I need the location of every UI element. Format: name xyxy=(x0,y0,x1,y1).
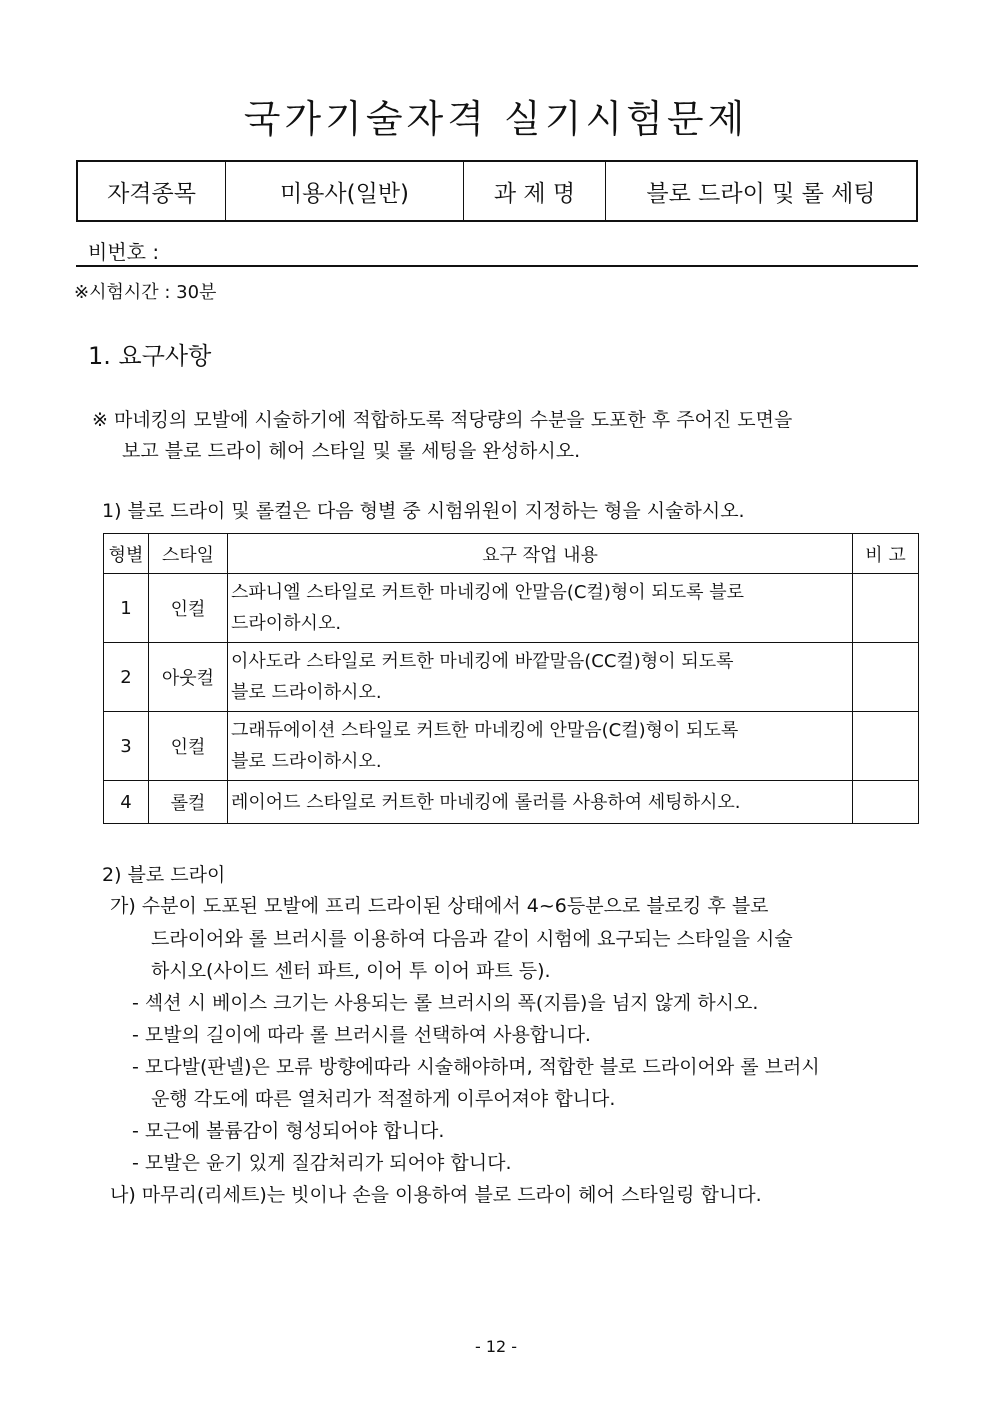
item2-bullet-4: - 모근에 볼륨감이 형성되어야 합니다. xyxy=(132,1120,445,1142)
secret-number-label: 비번호 : xyxy=(88,240,160,264)
requirements-table xyxy=(103,533,919,824)
row-note xyxy=(853,574,919,643)
document-title: 국가기술자격 실기시험문제 xyxy=(243,97,749,141)
row-note xyxy=(853,781,919,824)
item2-bullet-5: - 모발은 윤기 있게 질감처리가 되어야 합니다. xyxy=(132,1152,512,1174)
row-task xyxy=(228,712,853,781)
col-header-note: 비 고 xyxy=(853,534,919,574)
field-value: 미용사(일반) xyxy=(226,161,464,221)
intro-line-1: ※ 마네킹의 모발에 시술하기에 적합하도록 적당량의 수분을 도포한 후 주어진 도면을 xyxy=(92,409,793,431)
item2-na: 나) 마무리(리세트)는 빗이나 손을 이용하여 블로 드라이 헤어 스타일링 합니다. xyxy=(110,1184,762,1206)
section-title: 1. 요구사항 xyxy=(88,342,212,370)
row-note xyxy=(853,712,919,781)
row-task xyxy=(228,781,853,824)
row-style: 아웃컬 xyxy=(149,643,228,712)
row-task-line: 스파니엘 스타일로 커트한 마네킹에 안말음(C컬)형이 되도록 블로 xyxy=(231,582,745,603)
row-task-line: 블로 드라이하시오. xyxy=(231,682,382,703)
field-label: 자격종목 xyxy=(77,161,226,221)
exam-header-table xyxy=(76,160,918,222)
item2-ga-line-2: 드라이어와 롤 브러시를 이용하여 다음과 같이 시험에 요구되는 스타일을 시술 xyxy=(151,928,793,950)
col-header-style: 스타일 xyxy=(149,534,228,574)
item2-title: 2) 블로 드라이 xyxy=(102,864,226,886)
item2-bullet-3-line-2: 운행 각도에 따른 열처리가 적절하게 이루어져야 합니다. xyxy=(151,1088,616,1110)
row-number: 1 xyxy=(104,574,149,643)
item1-title: 1) 블로 드라이 및 롤컬은 다음 형별 중 시험위원이 지정하는 형을 시술하시오. xyxy=(102,500,745,522)
row-task-line: 그래듀에이션 스타일로 커트한 마네킹에 안말음(C컬)형이 되도록 xyxy=(231,720,739,741)
row-number: 3 xyxy=(104,712,149,781)
item2-ga-line-1: 가) 수분이 도포된 모발에 프리 드라이된 상태에서 4~6등분으로 블로킹 후 블로 xyxy=(110,895,769,917)
table-row xyxy=(104,712,919,781)
col-header-task: 요구 작업 내용 xyxy=(228,534,853,574)
item2-bullet-3-line-1: - 모다발(판넬)은 모류 방향에따라 시술해야하며, 적합한 블로 드라이어와 롤 브러시 xyxy=(132,1056,820,1078)
row-task-line: 드라이하시오. xyxy=(231,613,342,634)
intro-line-2: 보고 블로 드라이 헤어 스타일 및 롤 세팅을 완성하시오. xyxy=(122,440,581,462)
row-number: 2 xyxy=(104,643,149,712)
table-row xyxy=(104,643,919,712)
table-row xyxy=(104,574,919,643)
row-task xyxy=(228,643,853,712)
row-task-line: 블로 드라이하시오. xyxy=(231,751,382,772)
row-note xyxy=(853,643,919,712)
row-task-line: 레이어드 스타일로 커트한 마네킹에 롤러를 사용하여 세팅하시오. xyxy=(231,791,741,813)
exam-time: ※시험시간 : 30분 xyxy=(74,282,217,303)
task-value: 블로 드라이 및 롤 세팅 xyxy=(606,161,918,221)
table-row xyxy=(104,781,919,824)
header-divider xyxy=(76,265,918,267)
task-label: 과 제 명 xyxy=(464,161,606,221)
col-header-type: 형별 xyxy=(104,534,149,574)
page-number: - 12 - xyxy=(474,1337,518,1356)
item2-ga-line-3: 하시오(사이드 센터 파트, 이어 투 이어 파트 등). xyxy=(151,960,551,982)
row-task-line: 이사도라 스타일로 커트한 마네킹에 바깥말음(CC컬)형이 되도록 xyxy=(231,651,734,672)
item2-bullet-2: - 모발의 길이에 따라 롤 브러시를 선택하여 사용합니다. xyxy=(132,1024,591,1046)
row-style: 인컬 xyxy=(149,712,228,781)
row-style: 인컬 xyxy=(149,574,228,643)
row-number: 4 xyxy=(104,781,149,824)
row-task xyxy=(228,574,853,643)
item2-bullet-1: - 섹션 시 베이스 크기는 사용되는 롤 브러시의 폭(지름)을 넘지 않게 하시오. xyxy=(132,992,759,1014)
row-style: 롤컬 xyxy=(149,781,228,824)
